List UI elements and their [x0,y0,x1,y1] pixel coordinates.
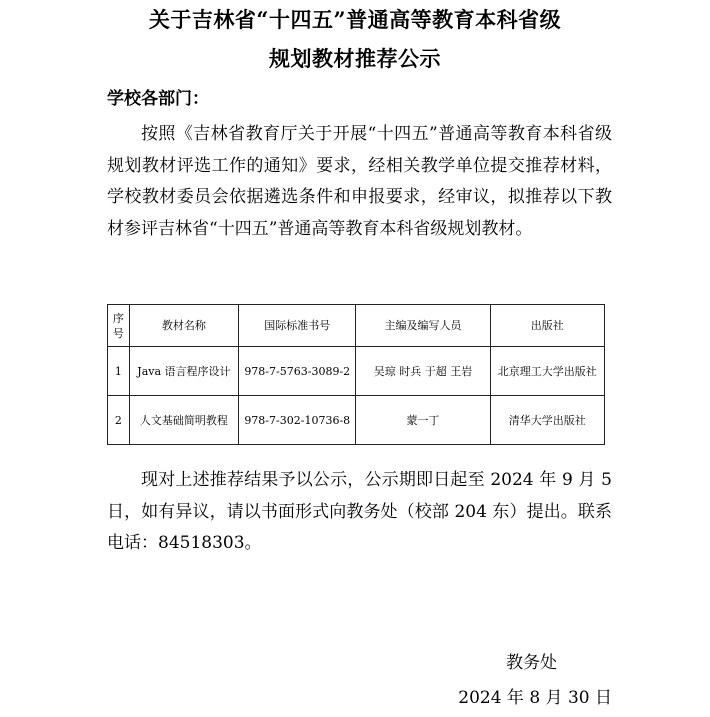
recommended-textbooks-table [107,304,605,445]
cell-isbn: 978-7-5763-3089-2 [239,347,356,396]
cell-publisher: 北京理工大学出版社 [490,347,604,396]
document-title-line-1: 关于吉林省“十四五”普通高等教育本科省级 [148,7,562,32]
header-cell-publisher: 出版社 [490,305,604,347]
table-header-row [108,305,605,347]
header-cell-authors: 主编及编写人员 [356,305,490,347]
issue-date: 2024 年 8 月 30 日 [458,688,612,708]
cell-title: Java 语言程序设计 [129,347,238,396]
cell-authors: 吴琼 时兵 于超 王岩 [356,347,490,396]
header-cell-isbn: 国际标准书号 [239,305,356,347]
cell-title: 人文基础简明教程 [129,396,238,445]
table-row [108,396,605,445]
table-row [108,347,605,396]
issuer-signature: 教务处 [506,653,557,673]
salutation: 学校各部门： [107,89,209,109]
body-paragraph-1: 按照《吉林省教育厅关于开展“十四五”普通高等教育本科省级规划教材评选工作的通知》要求，经相关教学单位提交推荐材料，学校教材委员会依据遴选条件和申报要求，经审议，拟推荐以下教材参评吉林省“十四五”普通高等教育本科省级规划教材。 [107,124,612,239]
document-title-line-2: 规划教材推荐公示 [269,46,441,71]
cell-index: 2 [108,396,130,445]
cell-isbn: 978-7-302-10736-8 [239,396,356,445]
cell-authors: 蒙一丁 [356,396,490,445]
body-paragraph-2: 现对上述推荐结果予以公示，公示期即日起至 2024 年 9 月 5 日，如有异议，请以书面形式向教务处（校部 204 东）提出。联系电话：84518303。 [107,470,612,553]
cell-publisher: 清华大学出版社 [490,396,604,445]
header-cell-title: 教材名称 [129,305,238,347]
header-cell-index: 序号 [108,305,130,347]
cell-index: 1 [108,347,130,396]
